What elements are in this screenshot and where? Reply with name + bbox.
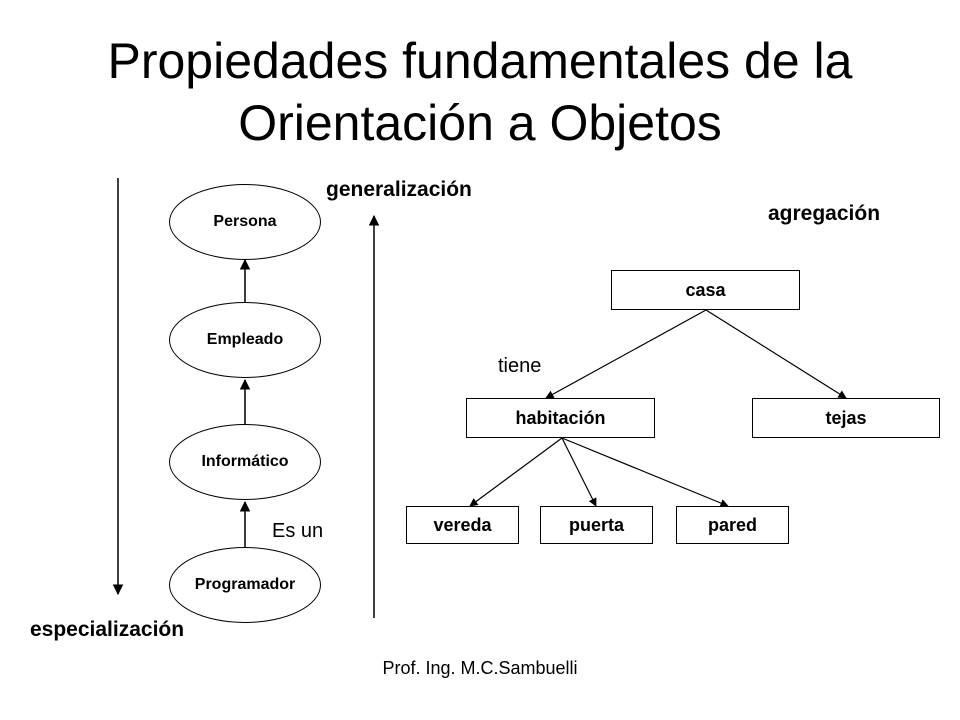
- node-persona-label: Persona: [213, 213, 277, 230]
- box-casa: [611, 270, 800, 310]
- title-line-1: Propiedades fundamentales de la: [107, 33, 853, 89]
- footer-author: Prof. Ing. M.C.Sambuelli: [382, 658, 578, 678]
- box-puerta: [540, 506, 653, 544]
- es-un-label: Es un: [272, 520, 324, 542]
- arrow-habitacion-pared: [562, 438, 728, 506]
- node-persona: [169, 184, 321, 260]
- agregacion-label: agregación: [768, 202, 881, 225]
- node-empleado-label: Empleado: [206, 331, 284, 348]
- arrow-casa-tejas: [706, 310, 846, 398]
- arrow-habitacion-puerta: [562, 438, 596, 506]
- node-programador-label: Programador: [194, 576, 296, 593]
- especializacion-label: especialización: [30, 618, 185, 641]
- node-informatico: [169, 424, 321, 500]
- box-puerta-label: puerta: [568, 514, 624, 535]
- arrow-habitacion-vereda: [470, 438, 562, 506]
- node-informatico-label: Informático: [201, 453, 289, 470]
- box-habitacion: [466, 398, 655, 438]
- generalizacion-label: generalización: [326, 178, 472, 201]
- box-vereda-label: vereda: [433, 514, 492, 535]
- box-casa-label: casa: [685, 279, 726, 300]
- box-vereda: [406, 506, 519, 544]
- arrow-casa-habitacion: [546, 310, 706, 398]
- node-empleado: [169, 302, 321, 378]
- box-pared: [676, 506, 789, 544]
- box-tejas: [752, 398, 940, 438]
- box-tejas-label: tejas: [825, 407, 867, 428]
- box-pared-label: pared: [707, 514, 758, 535]
- node-programador: [169, 547, 321, 623]
- title-line-2: Orientación a Objetos: [238, 95, 722, 151]
- box-habitacion-label: habitación: [515, 407, 606, 428]
- tiene-label: tiene: [498, 355, 542, 377]
